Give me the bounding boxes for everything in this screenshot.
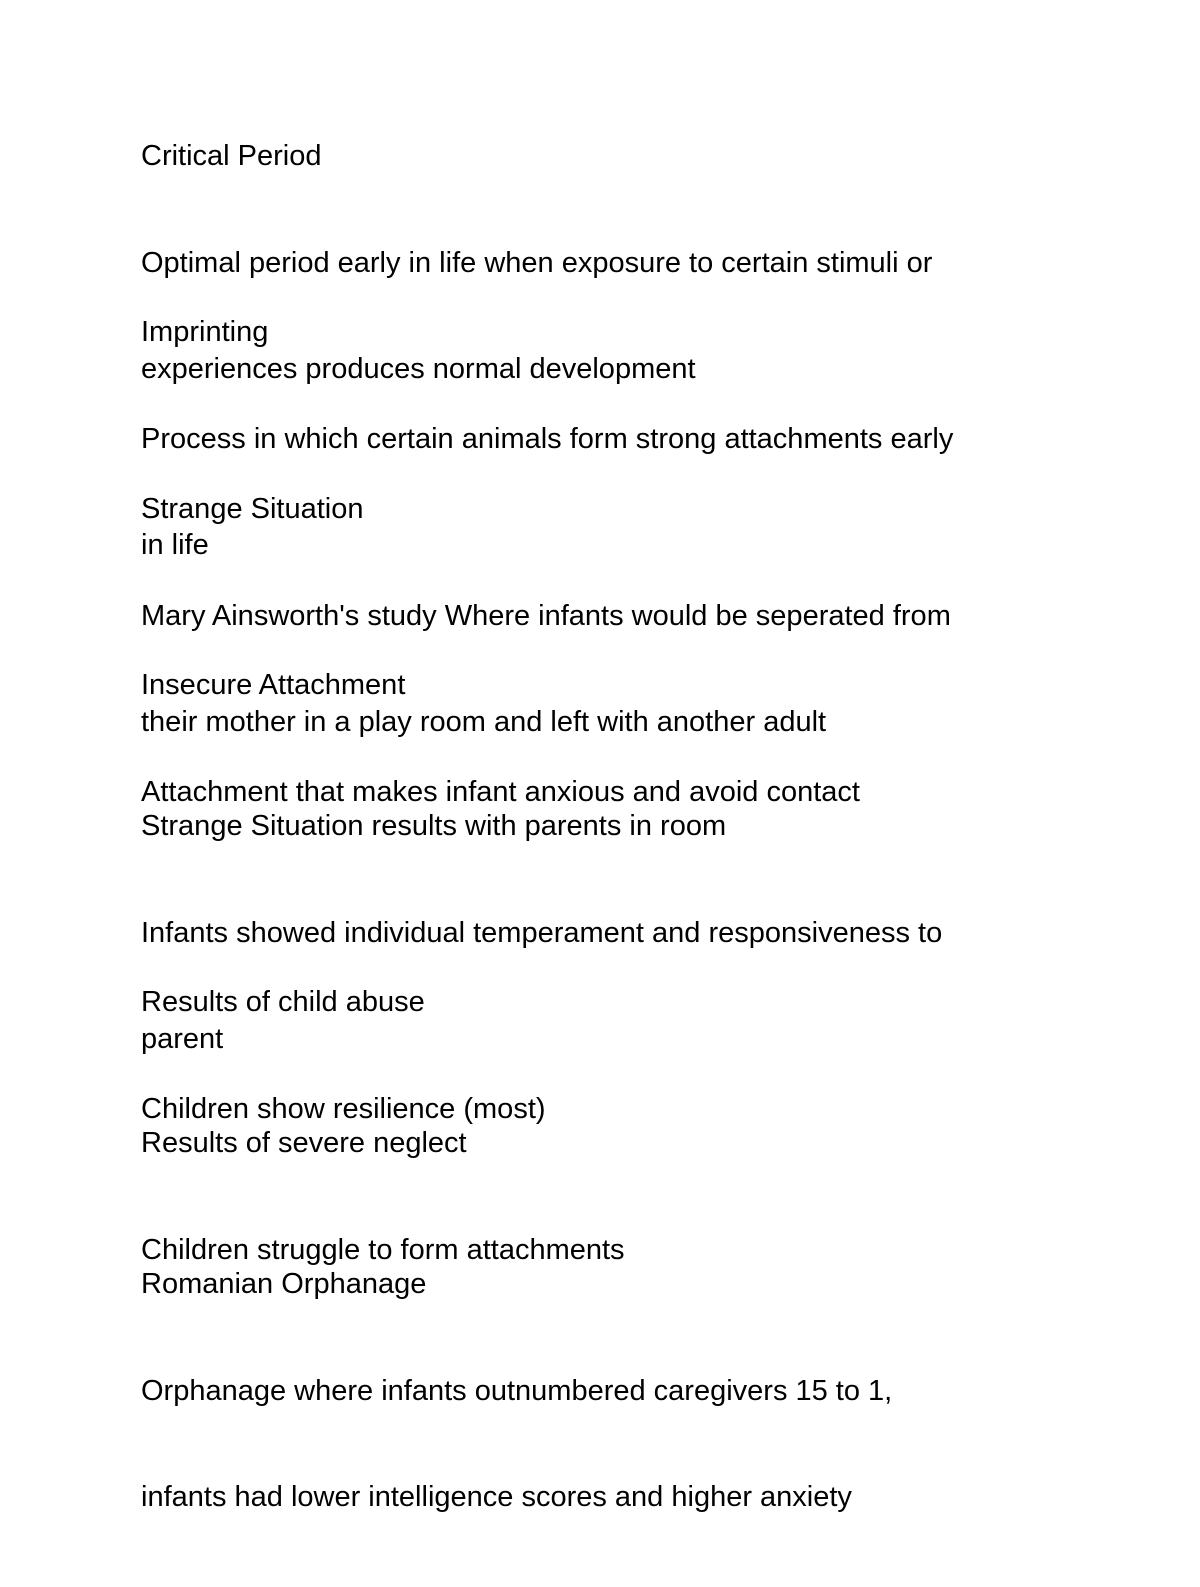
- definition-line: Infants showed individual temperament and responsiveness to: [141, 916, 943, 949]
- term: Imprinting: [141, 316, 269, 348]
- definition-line: infants had lower intelligence scores and higher anxiety: [141, 1481, 852, 1513]
- definition-line: Orphanage where infants outnumbered caregivers 15 to 1,: [141, 1374, 893, 1407]
- definition-line: Optimal period early in life when exposure to certain stimuli or: [141, 246, 933, 279]
- term: Strange Situation results with parents in room: [141, 810, 727, 842]
- term: Romanian Orphanage: [141, 1268, 427, 1300]
- term: Strange Situation: [141, 493, 364, 525]
- definition-line: experiences produces normal development: [141, 353, 696, 385]
- definition-line: Mary Ainsworth's study Where infants would be seperated from: [141, 599, 951, 632]
- term: Results of child abuse: [141, 986, 425, 1018]
- definition: [141, 1303, 1081, 1587]
- definition-line: Children struggle to form attachments: [141, 1233, 625, 1266]
- definition-line: Children show resilience (most): [141, 1092, 546, 1125]
- definition-line: Attachment that makes infant anxious and avoid contact: [141, 775, 860, 808]
- flashcard-entry: [141, 1267, 1081, 1587]
- term: Insecure Attachment: [141, 669, 406, 701]
- term: Results of severe neglect: [141, 1127, 467, 1159]
- term: Critical Period: [141, 140, 322, 172]
- definition-line: their mother in a play room and left with another adult: [141, 706, 827, 738]
- definition-line: in life: [141, 529, 209, 561]
- definition-line: parent: [141, 1023, 224, 1055]
- definition-line: Process in which certain animals form strong attachments early: [141, 422, 954, 455]
